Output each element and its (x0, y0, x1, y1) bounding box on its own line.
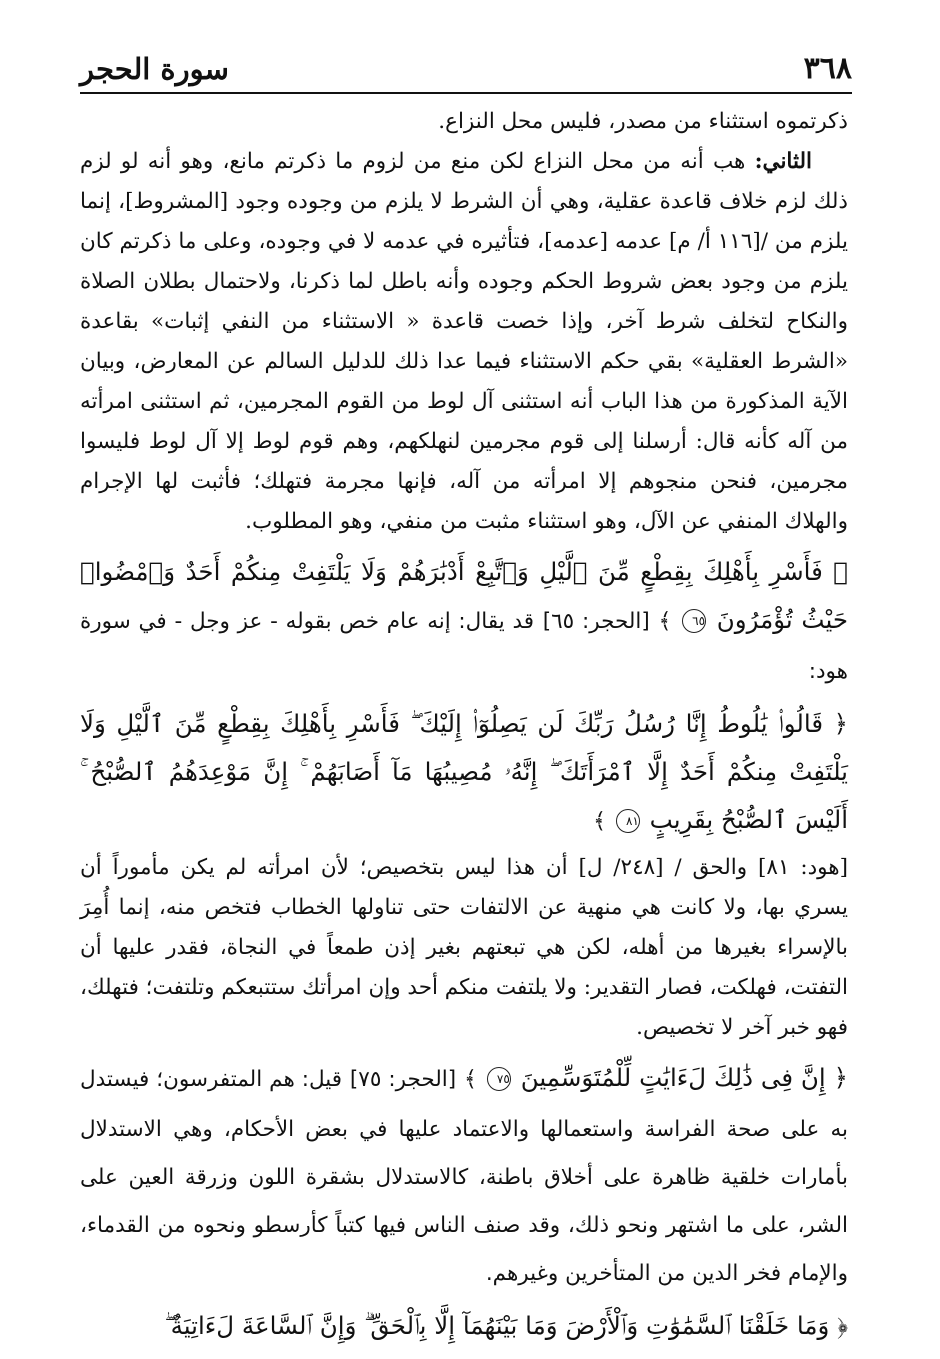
paragraph-text: والحق / [٢٤٨/ ل] أن هذا ليس بتخصيص؛ لأن امرأته لم يكن مأموراً أن يسري بها، ولا كانت هي منهية عن الالتفات حتى تناولها الخطاب فتخص منه، إنما أُمِرَ بالإسراء بغيرها من أهله، لكن هي تبعتهم بغير إذن طمعاً في النجاة، فقدر عليها أن التفتت، فهلكت، فصار التقدير: ولا يلتفت منكم أحد وإن امرأتك ستتبعكم وتلتفت؛ فتهلك، فهو خبر آخر لا تخصيص. (80, 855, 848, 1040)
quran-verse-hijr-75 (80, 1054, 848, 1296)
verse-reference: [الحجر: ٧٥] (349, 1067, 457, 1092)
running-head (80, 34, 852, 94)
body-text (80, 102, 848, 1352)
verse-reference: [الحجر: ٦٥] (542, 609, 650, 634)
paragraph-text: ذكرتموه استثناء من مصدر، فليس محل النزاع. (438, 109, 848, 134)
verse-reference: [هود: ٨١] (758, 855, 848, 880)
paragraph-continued (80, 102, 848, 142)
verse-text: ﴿ إِنَّ فِى ذَٰلِكَ لَءَايَٰتٍ لِّلْمُتَوَسِّمِينَ (520, 1063, 848, 1092)
quran-verse-hijr-85 (80, 1302, 848, 1350)
paragraph-lead: الثاني: (754, 149, 812, 174)
verse-text: ﴿ فَأَسْرِ بِأَهْلِكَ بِقِطْعٍ مِّنَ ٱلَّيْلِ وَٱتَّبِعْ أَدْبَٰرَهُمْ وَلَا يَلْتَفِتْ مِنكُمْ أَحَدٌ وَٱمْضُوا۟ حَيْثُ تُؤْمَرُونَ (80, 557, 848, 634)
paragraph-second-argument (80, 142, 848, 542)
paragraph-commentary (80, 848, 848, 1048)
paragraph-text: هب أنه من محل النزاع لكن منع من لزوم ما ذكرتم مانع، وهو أنه لو لزم ذلك لزم خلاف قاعدة عقلية، وهي أن الشرط لا يلزم من وجوده وجود [المشروط]، إنما يلزم من /[١١٦ أ/ م] عدمه [عدمه]، فتأثيره في عدمه لا في وجوده، وعلى ما ذكرتم كان يلزم من وجود بعض شروط الحكم وجوده وأنه باطل لما ذكرنا، ولاحتمال بطلان الصلاة والنكاح لتخلف شرط آخر، وإذا خصت قاعدة « الاستثناء من النفي إثبات» بقاعدة «الشرط العقلية» بقي حكم الاستثناء فيما عدا ذلك للدليل السالم عن المعارض، وبيان الآية المذكورة من هذا الباب أنه استثنى آل لوط من القوم المجرمين، ثم استثنى امرأته من آله كأنه قال: أرسلنا إلى قوم مجرمين لنهلكهم، وهم قوم لوط إلا آل لوط فليسوا مجرمين، فنحن منجوهم إلا امرأته من آله، فإنها مجرمة فتهلك؛ فأثبت لها الإجرام والهلاك المنفي عن الآل، وهو استثناء مثبت من منفي، وهو المطلوب. (80, 149, 848, 534)
ayah-number-marker: ٦٥ (682, 609, 706, 633)
verse-close-bracket: ﴾ (593, 809, 607, 834)
page-number: ٣٦٨ (803, 51, 852, 86)
verse-text: ﴿ قَالُوا۟ يَٰلُوطُ إِنَّا رُسُلُ رَبِّكَ لَن يَصِلُوٓا۟ إِلَيْكَ ۖ فَأَسْرِ بِأَهْلِكَ بِقِطْعٍ مِّنَ ٱلَّيْلِ وَلَا يَلْتَفِتْ مِنكُمْ أَحَدٌ إِلَّا ٱمْرَأَتَكَ ۖ إِنَّهُۥ مُصِيبُهَا مَآ أَصَابَهُمْ ۚ إِنَّ مَوْعِدَهُمُ ٱلصُّبْحُ ۚ أَلَيْسَ ٱلصُّبْحُ بِقَرِيبٍ (80, 709, 848, 834)
paragraph-text: قيل: هم المتفرسون؛ فيستدل به على صحة الفراسة واستعمالها والاعتماد عليها في بعض الأحكام، وهي الاستدلال بأمارات خلقية ظاهرة على أخلاق باطنة، كالاستدلال بشقرة اللون وزرقة العين على الشر، على ما اشتهر ونحو ذلك، وقد صنف الناس فيها كتباً كأرسطو ونحوه من القدماء، والإمام فخر الدين من المتأخرين وغيرهم. (80, 1067, 848, 1286)
verse-close-bracket: ﴾ (464, 1067, 477, 1092)
quran-verse-hijr-65 (80, 548, 848, 694)
paragraph-text: قد يقال: إنه عام خص بقوله - عز وجل - في سورة هود: (80, 609, 848, 684)
ayah-number-marker: ٧٥ (487, 1067, 511, 1091)
quran-verse-hud-81 (80, 700, 848, 846)
verse-text: ﴿ وَمَا خَلَقْنَا ٱلسَّمَٰوَٰتِ وَٱلْأَرْضَ وَمَا بَيْنَهُمَآ إِلَّا بِٱلْحَقِّ ۗ وَإِنَّ ٱلسَّاعَةَ لَءَاتِيَةٌ ۖ (164, 1311, 848, 1340)
ayah-number-marker: ٨١ (616, 809, 640, 833)
surah-title: سورة الحجر (80, 52, 229, 86)
verse-close-bracket: ﴾ (658, 609, 672, 634)
